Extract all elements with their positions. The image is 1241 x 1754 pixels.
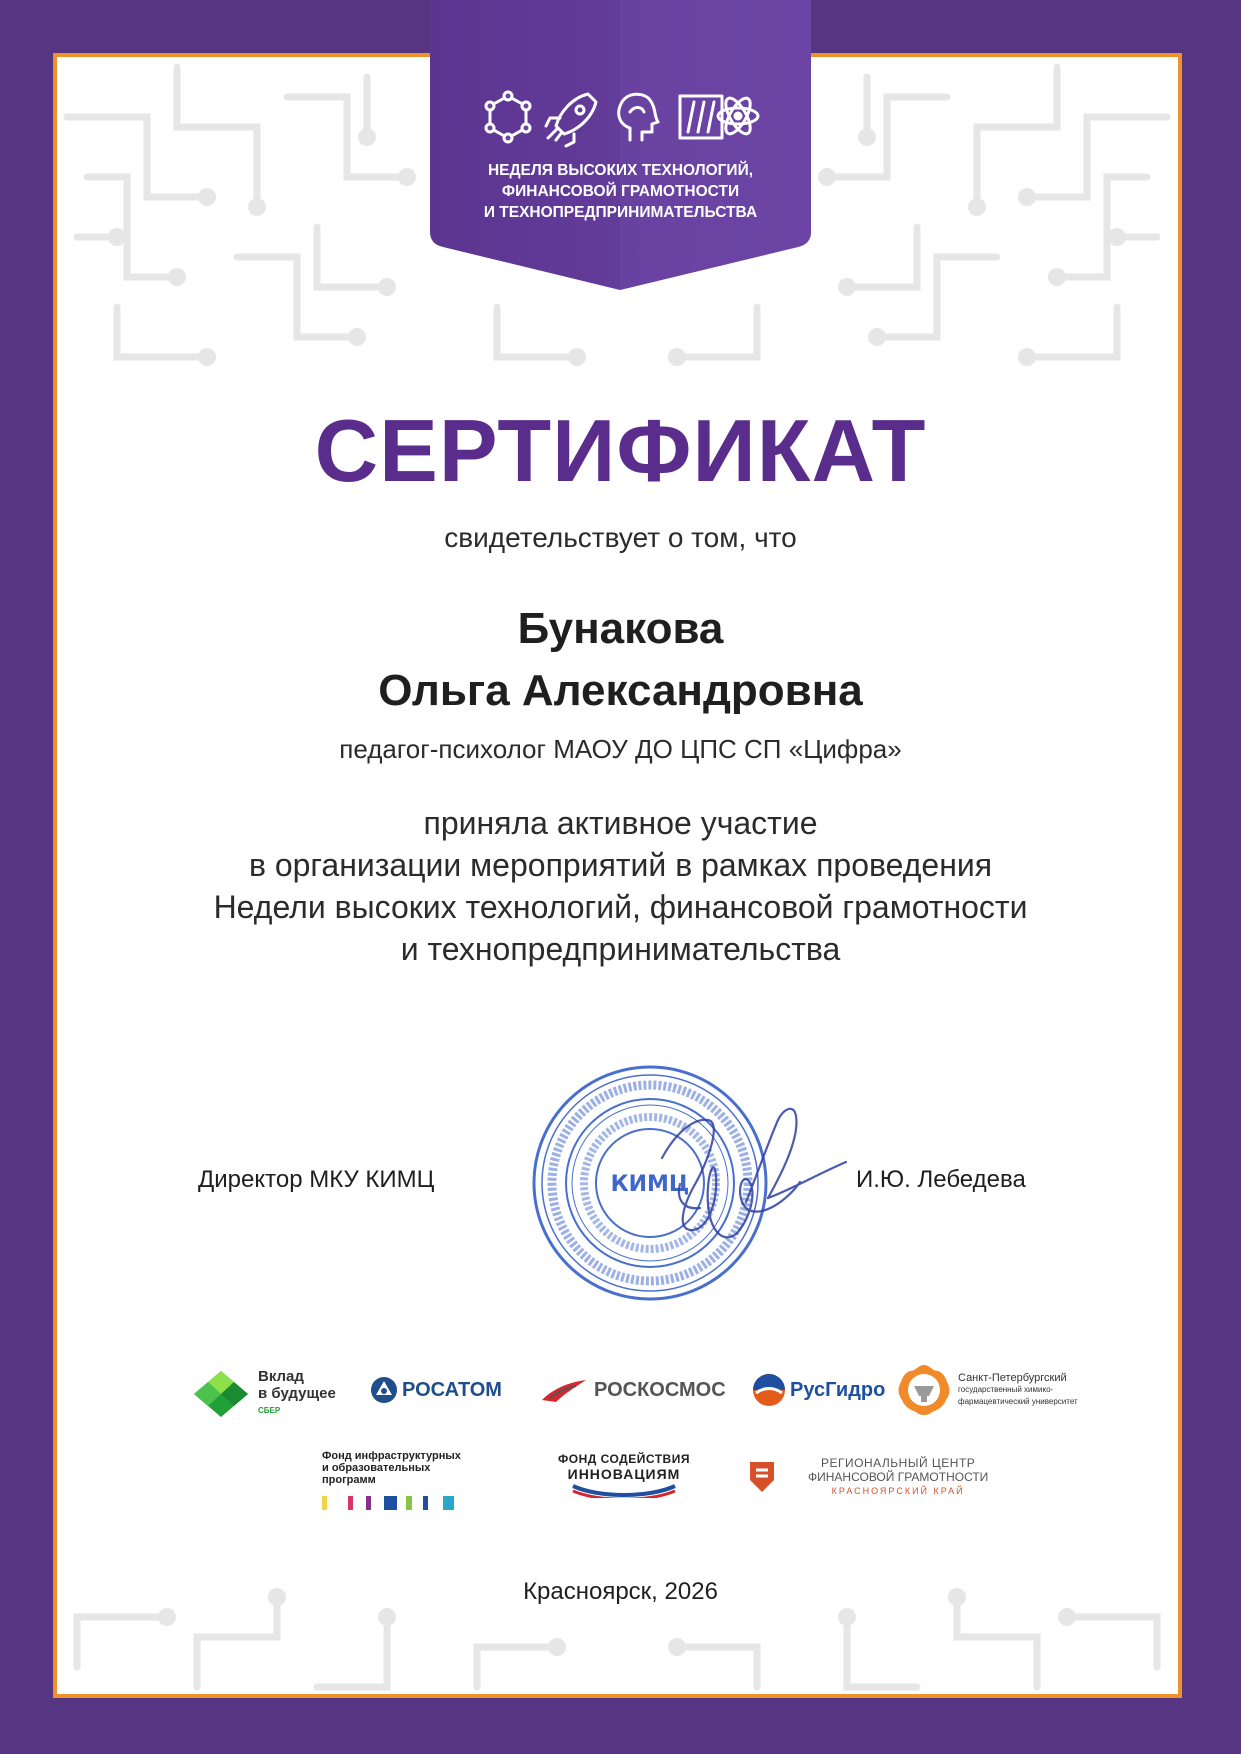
body-line: и технопредпринимательства — [400, 931, 841, 967]
roscosmos-icon — [540, 1376, 590, 1404]
header-event-title — [430, 160, 811, 223]
issue-place-date: Красноярск, 2026 — [523, 1578, 718, 1605]
rocket-icon — [546, 94, 596, 146]
spb-line2: государственный химико- — [958, 1385, 1054, 1394]
certificate-subtitle: свидетельствует о том, что — [444, 522, 797, 553]
logo-rushydro — [752, 1373, 885, 1407]
finance-bars-icon — [680, 96, 722, 138]
fond-infra-line3: программ — [322, 1474, 376, 1486]
regional-line3: КРАСНОЯРСКИЙ КРАЙ — [831, 1486, 965, 1496]
header-icons — [480, 88, 760, 148]
handwritten-signature — [650, 1080, 850, 1270]
fond-innov-line2: ИННОВАЦИЯМ — [567, 1466, 681, 1482]
rosatom-icon — [370, 1376, 398, 1404]
logo-spb-university — [896, 1362, 1078, 1418]
header-line: И ТЕХНОПРЕДПРИНИМАТЕЛЬСТВА — [483, 204, 758, 221]
vklad-sber: СБЕР — [258, 1406, 281, 1415]
signatory-name: И.Ю. Лебедева — [856, 1166, 1026, 1193]
molecule-icon — [486, 92, 530, 142]
spb-line1: Санкт-Петербургский — [958, 1372, 1067, 1384]
rushydro-label: РусГидро — [790, 1378, 886, 1401]
certificate-title: СЕРТИФИКАТ — [314, 401, 927, 500]
recipient-given-names: Ольга Александровна — [378, 666, 863, 715]
vklad-diamond-icon — [192, 1369, 250, 1419]
vklad-line1: Вклад — [258, 1368, 304, 1385]
rosatom-label: РОСАТОМ — [402, 1378, 502, 1401]
rushydro-icon — [752, 1373, 786, 1407]
atom-icon — [718, 95, 758, 138]
spb-line3: фармацевтический университет — [958, 1397, 1078, 1406]
recipient-name — [0, 598, 1241, 722]
fond-infra-line1: Фонд инфраструктурных — [322, 1450, 461, 1462]
stamp-center-text: КИМЦ — [610, 1172, 690, 1197]
logo-fond-infrastructure — [322, 1450, 461, 1510]
signatory-role: Директор МКУ КИМЦ — [198, 1166, 435, 1193]
logo-fond-innovations — [558, 1452, 690, 1498]
fond-innov-flag-icon — [569, 1482, 679, 1498]
fond-infra-bars-icon — [322, 1496, 458, 1510]
spb-university-icon — [896, 1362, 952, 1418]
body-line: Недели высоких технологий, финансовой грамотности — [213, 889, 1028, 925]
header-line: ФИНАНСОВОЙ ГРАМОТНОСТИ — [501, 183, 740, 200]
vklad-line2: в будущее — [258, 1385, 336, 1402]
fond-innov-line1: ФОНД СОДЕЙСТВИЯ — [558, 1452, 690, 1466]
logo-vklad-v-budushchee — [192, 1368, 336, 1419]
body-line: в организации мероприятий в рамках проведения — [248, 847, 993, 883]
logo-roscosmos — [540, 1376, 726, 1404]
certificate-body — [0, 802, 1241, 970]
regional-shield-icon — [748, 1460, 776, 1494]
recipient-position: педагог-психолог МАОУ ДО ЦПС СП «Цифра» — [339, 734, 902, 764]
body-line: приняла активное участие — [423, 805, 818, 841]
fond-infra-line2: и образовательных — [322, 1462, 431, 1474]
roscosmos-label: РОСКОСМОС — [594, 1378, 726, 1401]
head-profile-icon — [619, 94, 658, 140]
recipient-surname: Бунакова — [517, 604, 724, 653]
logo-rosatom — [370, 1376, 502, 1404]
regional-line2: ФИНАНСОВОЙ ГРАМОТНОСТИ — [808, 1470, 989, 1484]
header-line: НЕДЕЛЯ ВЫСОКИХ ТЕХНОЛОГИЙ, — [487, 162, 754, 179]
regional-line1: РЕГИОНАЛЬНЫЙ ЦЕНТР — [821, 1456, 976, 1470]
logo-regional-fin-center — [748, 1456, 988, 1498]
